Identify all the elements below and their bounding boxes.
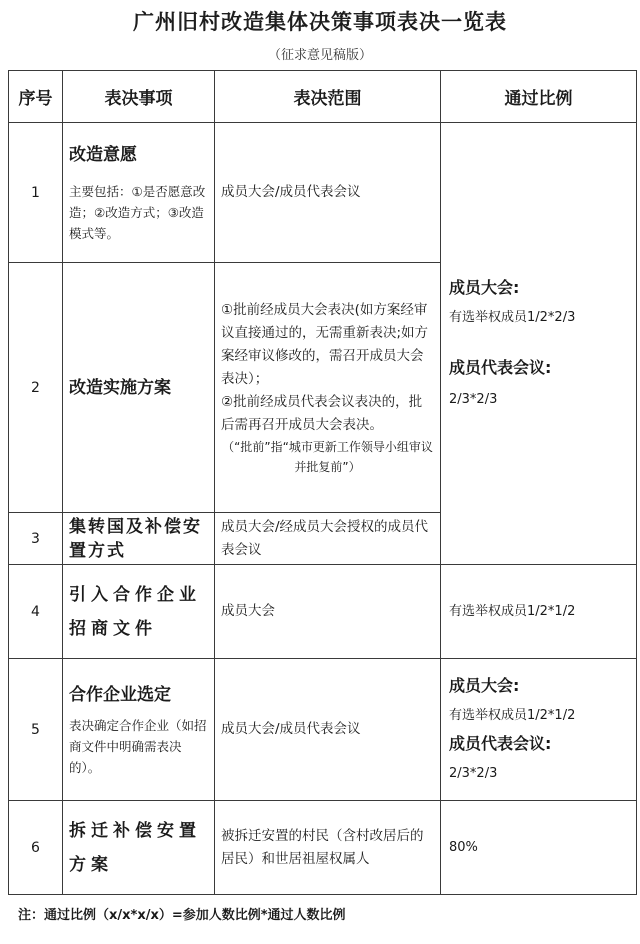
scope-text: 被拆迁安置的村民（含村改居后的居民）和世居祖屋权属人	[221, 827, 424, 867]
item-title: 集转国及补偿安置方式	[69, 516, 202, 561]
ratio-label-representatives: 成员代表会议:	[449, 733, 552, 753]
ratio-value-representatives: 2/3*2/3	[449, 765, 498, 781]
item-title: 引入合作企业招商文件	[69, 584, 201, 639]
decision-table	[8, 70, 637, 895]
item-cell	[63, 123, 215, 263]
ratio-cell	[441, 659, 637, 801]
row-index: 3	[9, 513, 63, 565]
scope-cell	[215, 263, 441, 513]
scope-text: 成员大会	[221, 603, 275, 619]
header-item: 表决事项	[63, 71, 215, 123]
ratio-value-members-assembly: 有选举权成员1/2*2/3	[449, 309, 576, 325]
table-row	[9, 123, 637, 263]
item-title: 合作企业选定	[69, 685, 171, 705]
page-subtitle: （征求意见稿版）	[267, 48, 372, 63]
ratio-value-representatives: 2/3*2/3	[449, 391, 498, 407]
scope-cell	[215, 565, 441, 659]
ratio-value: 80%	[449, 839, 478, 855]
scope-text: 成员大会/经成员大会授权的成员代表会议	[221, 518, 429, 558]
ratio-value: 有选举权成员1/2*1/2	[449, 603, 576, 619]
item-cell	[63, 659, 215, 801]
scope-cell	[215, 659, 441, 801]
item-title: 改造实施方案	[69, 377, 171, 398]
scope-cell	[215, 801, 441, 895]
item-cell	[63, 801, 215, 895]
ratio-cell	[441, 801, 637, 895]
row-index: 4	[9, 565, 63, 659]
item-detail: 主要包括：①是否愿意改造；②改造方式；③改造模式等。	[69, 184, 206, 241]
table-row	[9, 565, 637, 659]
page-title: 广州旧村改造集体决策事项表决一览表	[133, 10, 507, 34]
item-cell	[63, 565, 215, 659]
row-index: 6	[9, 801, 63, 895]
merged-ratio-cell	[441, 123, 637, 565]
ratio-label-representatives: 成员代表会议:	[449, 357, 552, 377]
ratio-label-members-assembly: 成员大会:	[449, 675, 520, 695]
item-cell	[63, 513, 215, 565]
ratio-value-members-assembly: 有选举权成员1/2*1/2	[449, 707, 576, 723]
scope-line: ②批前经成员代表会议表决的，批后需再召开成员大会表决。	[221, 393, 423, 433]
table-row	[9, 659, 637, 801]
header-index: 序号	[9, 71, 63, 123]
row-index: 2	[9, 263, 63, 513]
header-ratio: 通过比例	[441, 71, 637, 123]
item-title: 改造意愿	[69, 145, 137, 165]
item-title: 拆迁补偿安置方案	[69, 820, 201, 875]
scope-text: 成员大会/成员代表会议	[221, 184, 361, 200]
scope-line: ①批前经成员大会表决(如方案经审议直接通过的，无需重新表决;如方案经审议修改的，需召开成员大会表决）；	[221, 301, 429, 387]
item-detail: 表决确定合作企业（如招商文件中明确需表决的）。	[69, 718, 207, 775]
row-index: 5	[9, 659, 63, 801]
scope-cell	[215, 513, 441, 565]
table-row	[9, 801, 637, 895]
footnote: 注：通过比例（x/x*x/x）=参加人数比例*通过人数比例	[18, 908, 346, 923]
scope-note: （“批前”指“城市更新工作领导小组审议并批复前”）	[222, 439, 433, 474]
scope-text: 成员大会/成员代表会议	[221, 721, 361, 737]
row-index: 1	[9, 123, 63, 263]
scope-cell	[215, 123, 441, 263]
table-header-row	[9, 71, 637, 123]
ratio-label-members-assembly: 成员大会:	[449, 277, 520, 297]
header-scope: 表决范围	[215, 71, 441, 123]
item-cell	[63, 263, 215, 513]
ratio-cell	[441, 565, 637, 659]
